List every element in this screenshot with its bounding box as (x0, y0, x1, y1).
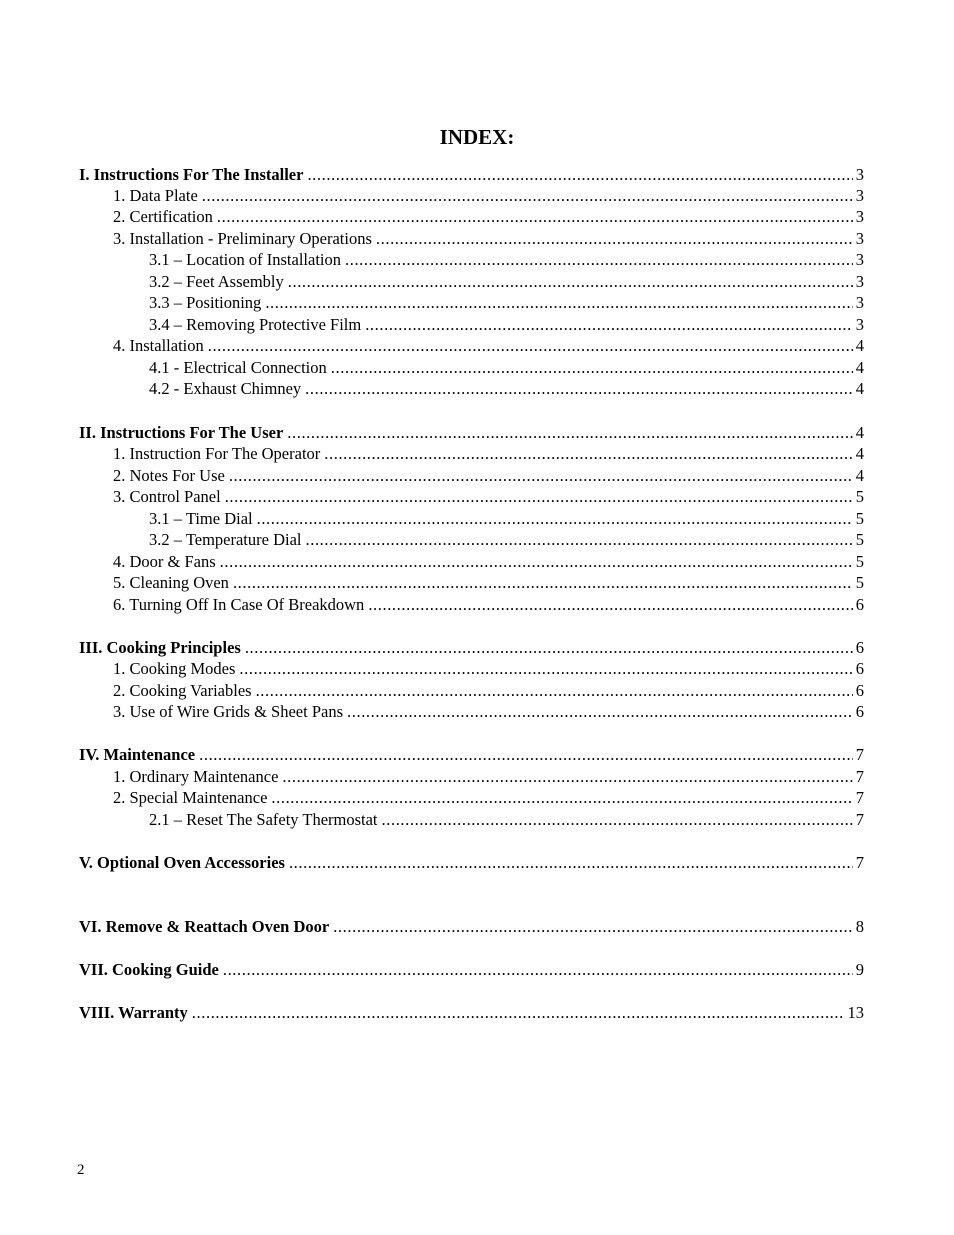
page-number: 2 (77, 1162, 85, 1178)
dot-leader (239, 659, 852, 679)
dot-leader (229, 466, 853, 486)
dot-leader (223, 960, 853, 980)
toc-entry[interactable] (79, 745, 864, 765)
toc-entry[interactable] (149, 250, 864, 270)
toc-entry-page: 4 (855, 444, 864, 463)
toc-entry-page: 6 (855, 659, 864, 678)
toc-entry-label: 3.3 – Positioning (149, 293, 262, 312)
toc-entry[interactable] (113, 336, 864, 356)
toc-entry-page: 6 (855, 702, 864, 721)
toc-entry-label: 4. Installation (113, 336, 204, 355)
dot-leader (333, 917, 853, 937)
toc-entry[interactable] (113, 702, 864, 722)
toc-entry-label: 1. Data Plate (113, 186, 198, 205)
toc-entry-page: 3 (855, 207, 864, 226)
toc-entry-label: 1. Instruction For The Operator (113, 444, 321, 463)
toc-entry-label: III. Cooking Principles (79, 638, 241, 657)
toc-entry-page: 6 (855, 595, 864, 614)
toc-entry-page: 3 (855, 315, 864, 334)
dot-leader (307, 165, 852, 185)
toc-entry-page: 3 (855, 186, 864, 205)
toc-entry[interactable] (149, 530, 864, 550)
toc-entry[interactable] (79, 1003, 864, 1023)
toc-entry-page: 7 (855, 810, 864, 829)
toc-entry-label: 4. Door & Fans (113, 552, 216, 571)
toc-entry-label: V. Optional Oven Accessories (79, 853, 285, 872)
toc-entry[interactable] (149, 379, 864, 399)
page-title: INDEX: (439, 125, 515, 149)
dot-leader (282, 767, 852, 787)
toc-entry-label: VII. Cooking Guide (79, 960, 219, 979)
toc-entry-label: 4.1 - Electrical Connection (149, 358, 327, 377)
toc-entry[interactable] (79, 917, 864, 937)
toc-entry[interactable] (113, 466, 864, 486)
dot-leader (288, 272, 853, 292)
dot-leader (347, 702, 853, 722)
toc-entry-page: 9 (855, 960, 864, 979)
toc-entry[interactable] (79, 960, 864, 980)
toc-entry-page: 5 (855, 573, 864, 592)
toc-entry[interactable] (113, 444, 864, 464)
toc-entry-label: 3. Use of Wire Grids & Sheet Pans (113, 702, 344, 721)
toc-entry[interactable] (79, 638, 864, 658)
toc-entry-page: 13 (847, 1003, 864, 1022)
toc-entry[interactable] (149, 358, 864, 378)
dot-leader (345, 250, 853, 270)
toc-entry[interactable] (149, 810, 864, 830)
dot-leader (199, 745, 853, 765)
toc-entry[interactable] (113, 207, 864, 227)
toc-entry-page: 5 (855, 552, 864, 571)
dot-leader (376, 229, 853, 249)
toc-entry-page: 3 (855, 272, 864, 291)
toc-entry-label: 2. Special Maintenance (113, 788, 268, 807)
toc-entry[interactable] (79, 165, 864, 185)
dot-leader (257, 509, 853, 529)
dot-leader (220, 552, 853, 572)
toc-entry-page: 4 (855, 379, 864, 398)
dot-leader (256, 681, 853, 701)
toc-entry[interactable] (149, 509, 864, 529)
toc-entry-page: 7 (855, 745, 864, 764)
toc-entry-label: 3. Installation - Preliminary Operations (113, 229, 372, 248)
dot-leader (382, 810, 853, 830)
dot-leader (225, 487, 853, 507)
toc-entry-page: 8 (855, 917, 864, 936)
toc-entry[interactable] (113, 767, 864, 787)
toc-entry-label: 2. Cooking Variables (113, 681, 252, 700)
toc-entry-page: 3 (855, 293, 864, 312)
toc-entry-label: VIII. Warranty (79, 1003, 188, 1022)
toc-entry-page: 7 (855, 853, 864, 872)
toc-entry-label: 3.2 – Feet Assembly (149, 272, 284, 291)
toc-entry[interactable] (113, 552, 864, 572)
dot-leader (305, 379, 853, 399)
toc-entry-page: 3 (855, 229, 864, 248)
toc-entry-page: 5 (855, 530, 864, 549)
toc-entry-label: 2.1 – Reset The Safety Thermostat (149, 810, 378, 829)
toc-entry-label: 5. Cleaning Oven (113, 573, 229, 592)
toc-entry[interactable] (113, 595, 864, 615)
dot-leader (265, 293, 852, 313)
toc-entry-label: IV. Maintenance (79, 745, 196, 764)
toc-entry-label: 3.4 – Removing Protective Film (149, 315, 362, 334)
toc-entry[interactable] (113, 229, 864, 249)
dot-leader (365, 315, 853, 335)
toc-entry[interactable] (113, 487, 864, 507)
toc-entry[interactable] (79, 853, 864, 873)
toc-entry[interactable] (113, 788, 864, 808)
toc-entry-page: 6 (855, 681, 864, 700)
toc-entry-page: 4 (855, 466, 864, 485)
toc-entry[interactable] (149, 272, 864, 292)
toc-entry[interactable] (113, 573, 864, 593)
toc-entry-page: 4 (855, 358, 864, 377)
toc-entry-label: 3.2 – Temperature Dial (149, 530, 302, 549)
toc-entry[interactable] (149, 315, 864, 335)
toc-entry-page: 4 (855, 336, 864, 355)
toc-entry-page: 3 (855, 165, 864, 184)
dot-leader (324, 444, 852, 464)
toc-entry[interactable] (149, 293, 864, 313)
toc-entry-label: 1. Cooking Modes (113, 659, 236, 678)
toc-entry[interactable] (113, 186, 864, 206)
toc-entry-page: 3 (855, 250, 864, 269)
toc-entry-page: 4 (855, 423, 864, 442)
toc-entry-label: I. Instructions For The Installer (79, 165, 304, 184)
toc-entry[interactable] (113, 659, 864, 679)
toc-entry[interactable] (113, 681, 864, 701)
dot-leader (306, 530, 853, 550)
toc-entry-label: VI. Remove & Reattach Oven Door (79, 917, 330, 936)
toc-entry-page: 5 (855, 487, 864, 506)
toc-entry-page: 5 (855, 509, 864, 528)
toc-entry[interactable] (79, 423, 864, 443)
toc-entry-label: 2. Certification (113, 207, 213, 226)
toc-entry-label: 3. Control Panel (113, 487, 221, 506)
dot-leader (331, 358, 853, 378)
toc-entry-label: II. Instructions For The User (79, 423, 284, 442)
dot-leader (245, 638, 853, 658)
dot-leader (271, 788, 852, 808)
dot-leader (192, 1003, 845, 1023)
dot-leader (208, 336, 853, 356)
dot-leader (368, 595, 852, 615)
toc-entry-label: 3.1 – Location of Installation (149, 250, 341, 269)
toc-entry-page: 6 (855, 638, 864, 657)
dot-leader (202, 186, 853, 206)
toc-entry-label: 2. Notes For Use (113, 466, 225, 485)
dot-leader (233, 573, 853, 593)
toc-entry-page: 7 (855, 767, 864, 786)
dot-leader (289, 853, 853, 873)
dot-leader (287, 423, 852, 443)
toc-entry-label: 6. Turning Off In Case Of Breakdown (113, 595, 365, 614)
dot-leader (217, 207, 853, 227)
toc-entry-label: 3.1 – Time Dial (149, 509, 253, 528)
toc-entry-label: 1. Ordinary Maintenance (113, 767, 279, 786)
toc-entry-label: 4.2 - Exhaust Chimney (149, 379, 302, 398)
toc-entry-page: 7 (855, 788, 864, 807)
